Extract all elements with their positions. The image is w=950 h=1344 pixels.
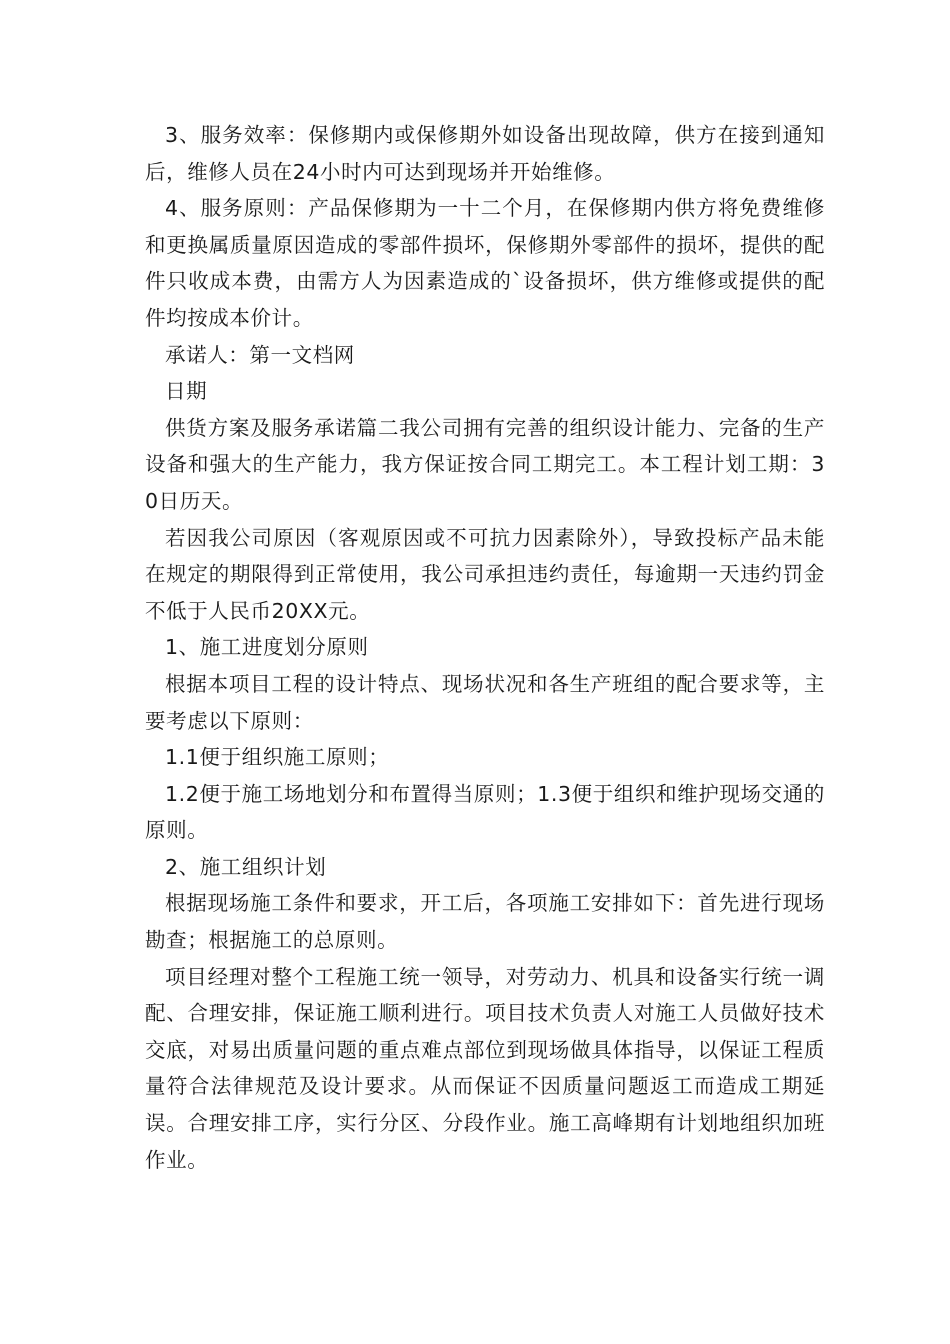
- paragraph-principle-1-2-1-3: 1.2便于施工场地划分和布置得当原则；1.3便于组织和维护现场交通的原则。: [145, 781, 825, 843]
- paragraph-service-efficiency: 3、服务效率：保修期内或保修期外如设备出现故障，供方在接到通知后，维修人员在24小时内可达到现场并开始维修。: [145, 123, 825, 184]
- paragraph-supply-plan: 供货方案及服务承诺篇二我公司拥有完善的组织设计能力、完备的生产设备和强大的生产能力，我方保证按合同工期完工。本工程计划工期：30日历天。: [145, 415, 825, 513]
- paragraph-date: 日期: [165, 379, 208, 404]
- paragraph-principle-1-1: 1.1便于组织施工原则；: [165, 745, 390, 770]
- paragraph-service-principle: 4、服务原则：产品保修期为一十二个月，在保修期内供方将免费维修和更换属质量原因造成的零部件损坏，保修期外零部件的损坏，提供的配件只收成本费，由需方人为因素造成的`设备损坏，供方维修或提供的配件均按成本价计。: [145, 196, 825, 330]
- heading-schedule-principle: 1、施工进度划分原则: [165, 635, 369, 660]
- paragraph-promisor: 承诺人：第一文档网: [165, 342, 355, 367]
- paragraph-project-manager: 项目经理对整个工程施工统一领导，对劳动力、机具和设备实行统一调配、合理安排，保证施工顺利进行。项目技术负责人对施工人员做好技术交底，对易出质量问题的重点难点部位到现场做具体指导，以保证工程质量符合法律规范及设计要求。从而保证不因质量问题返工而造成工期延误。合理安排工序，实行分区、分段作业。施工高峰期有计划地组织加班作业。: [145, 964, 825, 1172]
- paragraph-schedule-basis: 根据本项目工程的设计特点、现场状况和各生产班组的配合要求等，主要考虑以下原则：: [145, 671, 825, 733]
- paragraph-site-arrangement: 根据现场施工条件和要求，开工后，各项施工安排如下：首先进行现场勘查；根据施工的总原则。: [145, 891, 825, 953]
- heading-organization-plan: 2、施工组织计划: [165, 854, 327, 879]
- paragraph-penalty: 若因我公司原因（客观原因或不可抗力因素除外），导致投标产品未能在规定的期限得到正常使用，我公司承担违约责任，每逾期一天违约罚金不低于人民币20XX元。: [145, 525, 825, 623]
- document-body: [145, 117, 825, 1178]
